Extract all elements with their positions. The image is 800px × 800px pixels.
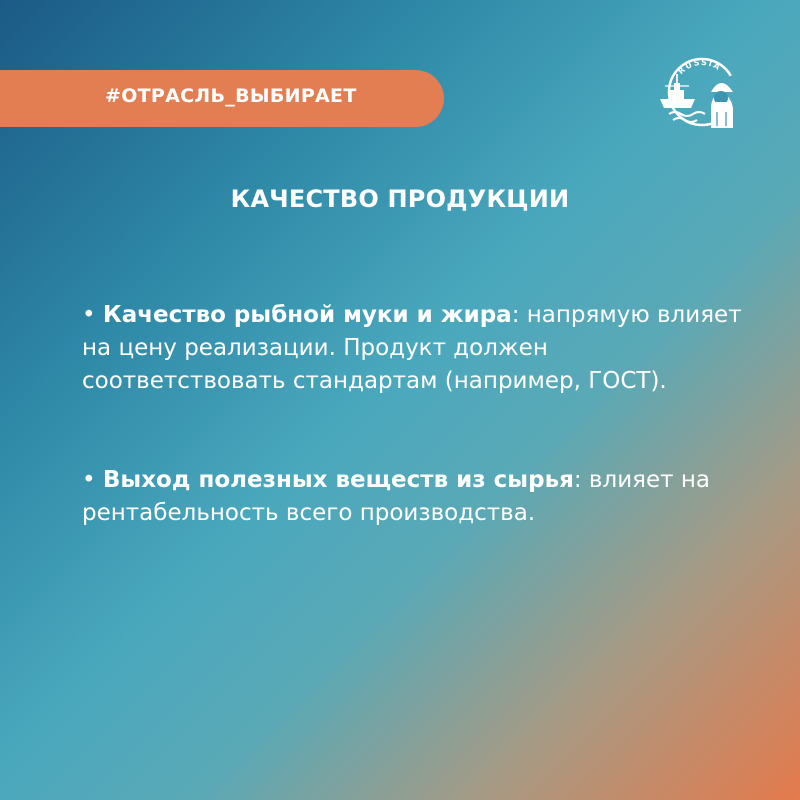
- list-item: [82, 464, 742, 530]
- hashtag-text: #ОТРАСЛЬ_ВЫБИРАЕТ: [105, 85, 357, 107]
- item-body: : влияет на рентабельность всего производства.: [82, 467, 710, 526]
- hashtag-banner: [0, 70, 444, 127]
- list-item: [82, 299, 742, 398]
- item-heading: Качество рыбной муки и жира: [102, 302, 512, 328]
- bullet: •: [82, 467, 96, 493]
- fisherman-ship-emblem-icon: [655, 52, 747, 132]
- page-title: КАЧЕСТВО ПРОДУКЦИИ: [230, 185, 570, 213]
- item-body: : напрямую влияет на цену реализации. Продукт должен соответствовать стандартам (например, ГОСТ).: [82, 302, 742, 394]
- item-heading: Выход полезных веществ из сырья: [102, 467, 574, 493]
- logo-svg: [655, 52, 747, 132]
- bullet: •: [82, 302, 96, 328]
- svg-text:RUSSIA: [676, 58, 722, 76]
- logo-text: RUSSIA: [676, 57, 723, 77]
